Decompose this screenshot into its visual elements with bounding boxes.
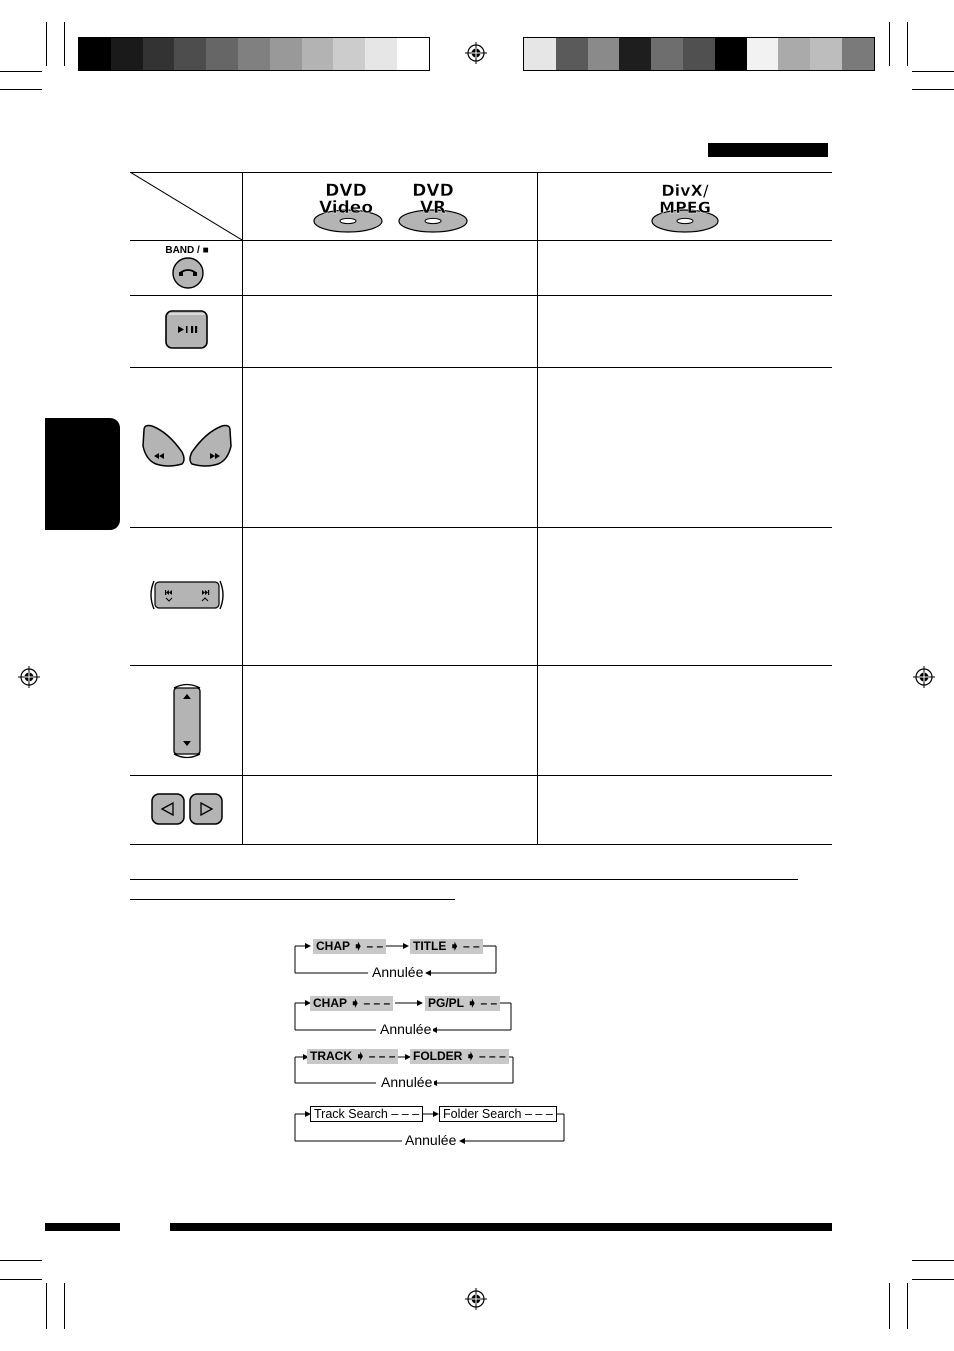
svg-text:Video: Video (318, 198, 374, 218)
color-bar-frame (78, 37, 430, 71)
flow-2-cancel-label: Annulée (380, 1021, 432, 1037)
text-rule (130, 899, 455, 900)
flow-1-second-step: TITLE ➧ – – (410, 939, 483, 954)
band-stop-label: BAND / ■ (165, 245, 209, 256)
left-right-buttons-icon (150, 792, 224, 826)
section-header-bar (708, 143, 828, 157)
divx-mpeg-disc-icon (648, 176, 722, 236)
flow-1-first-step: CHAP ➧ – – (313, 939, 386, 954)
registration-mark-icon (465, 1288, 487, 1310)
color-bar-frame (523, 37, 875, 71)
svg-text:DVD: DVD (412, 181, 454, 201)
svg-text:DVD: DVD (325, 181, 367, 201)
language-side-tab (45, 418, 120, 530)
flow-2-second-step: PG/PL ➧ – – (425, 996, 500, 1011)
flow-4-cancel-label: Annulée (405, 1132, 457, 1148)
registration-mark-icon (913, 666, 935, 688)
registration-mark-icon (18, 666, 40, 688)
flow-4-second-step: Folder Search – – – (439, 1106, 557, 1122)
flow-3-cancel-label: Annulée (381, 1074, 433, 1090)
flow-4-first-step: Track Search – – – (310, 1106, 423, 1122)
text-rule (130, 879, 798, 880)
svg-text:DivX/: DivX/ (661, 181, 709, 200)
footer-rule-right (170, 1223, 832, 1231)
flow-3-second-step: FOLDER ➧ – – – (410, 1049, 509, 1064)
flow-1-cancel-label: Annulée (372, 964, 424, 980)
up-down-buttons-icon (170, 680, 204, 762)
svg-text:VR: VR (419, 198, 447, 218)
registration-mark-icon (465, 42, 487, 64)
svg-text:MPEG: MPEG (659, 198, 711, 217)
table-corner-diagonal (130, 172, 242, 240)
flow-2-first-step: CHAP ➧ – – – (310, 996, 393, 1011)
skip-prev-next-buttons-icon (146, 578, 228, 612)
dvd-video-disc-icon (310, 176, 390, 236)
flow-3-first-step: TRACK ➧ – – – (307, 1049, 398, 1064)
band-stop-button-icon (170, 256, 206, 290)
dvd-vr-disc-icon (396, 176, 470, 236)
play-pause-button-icon (164, 309, 210, 351)
footer-rule-left (45, 1223, 120, 1231)
rewind-fast-forward-buttons-icon (138, 420, 236, 472)
